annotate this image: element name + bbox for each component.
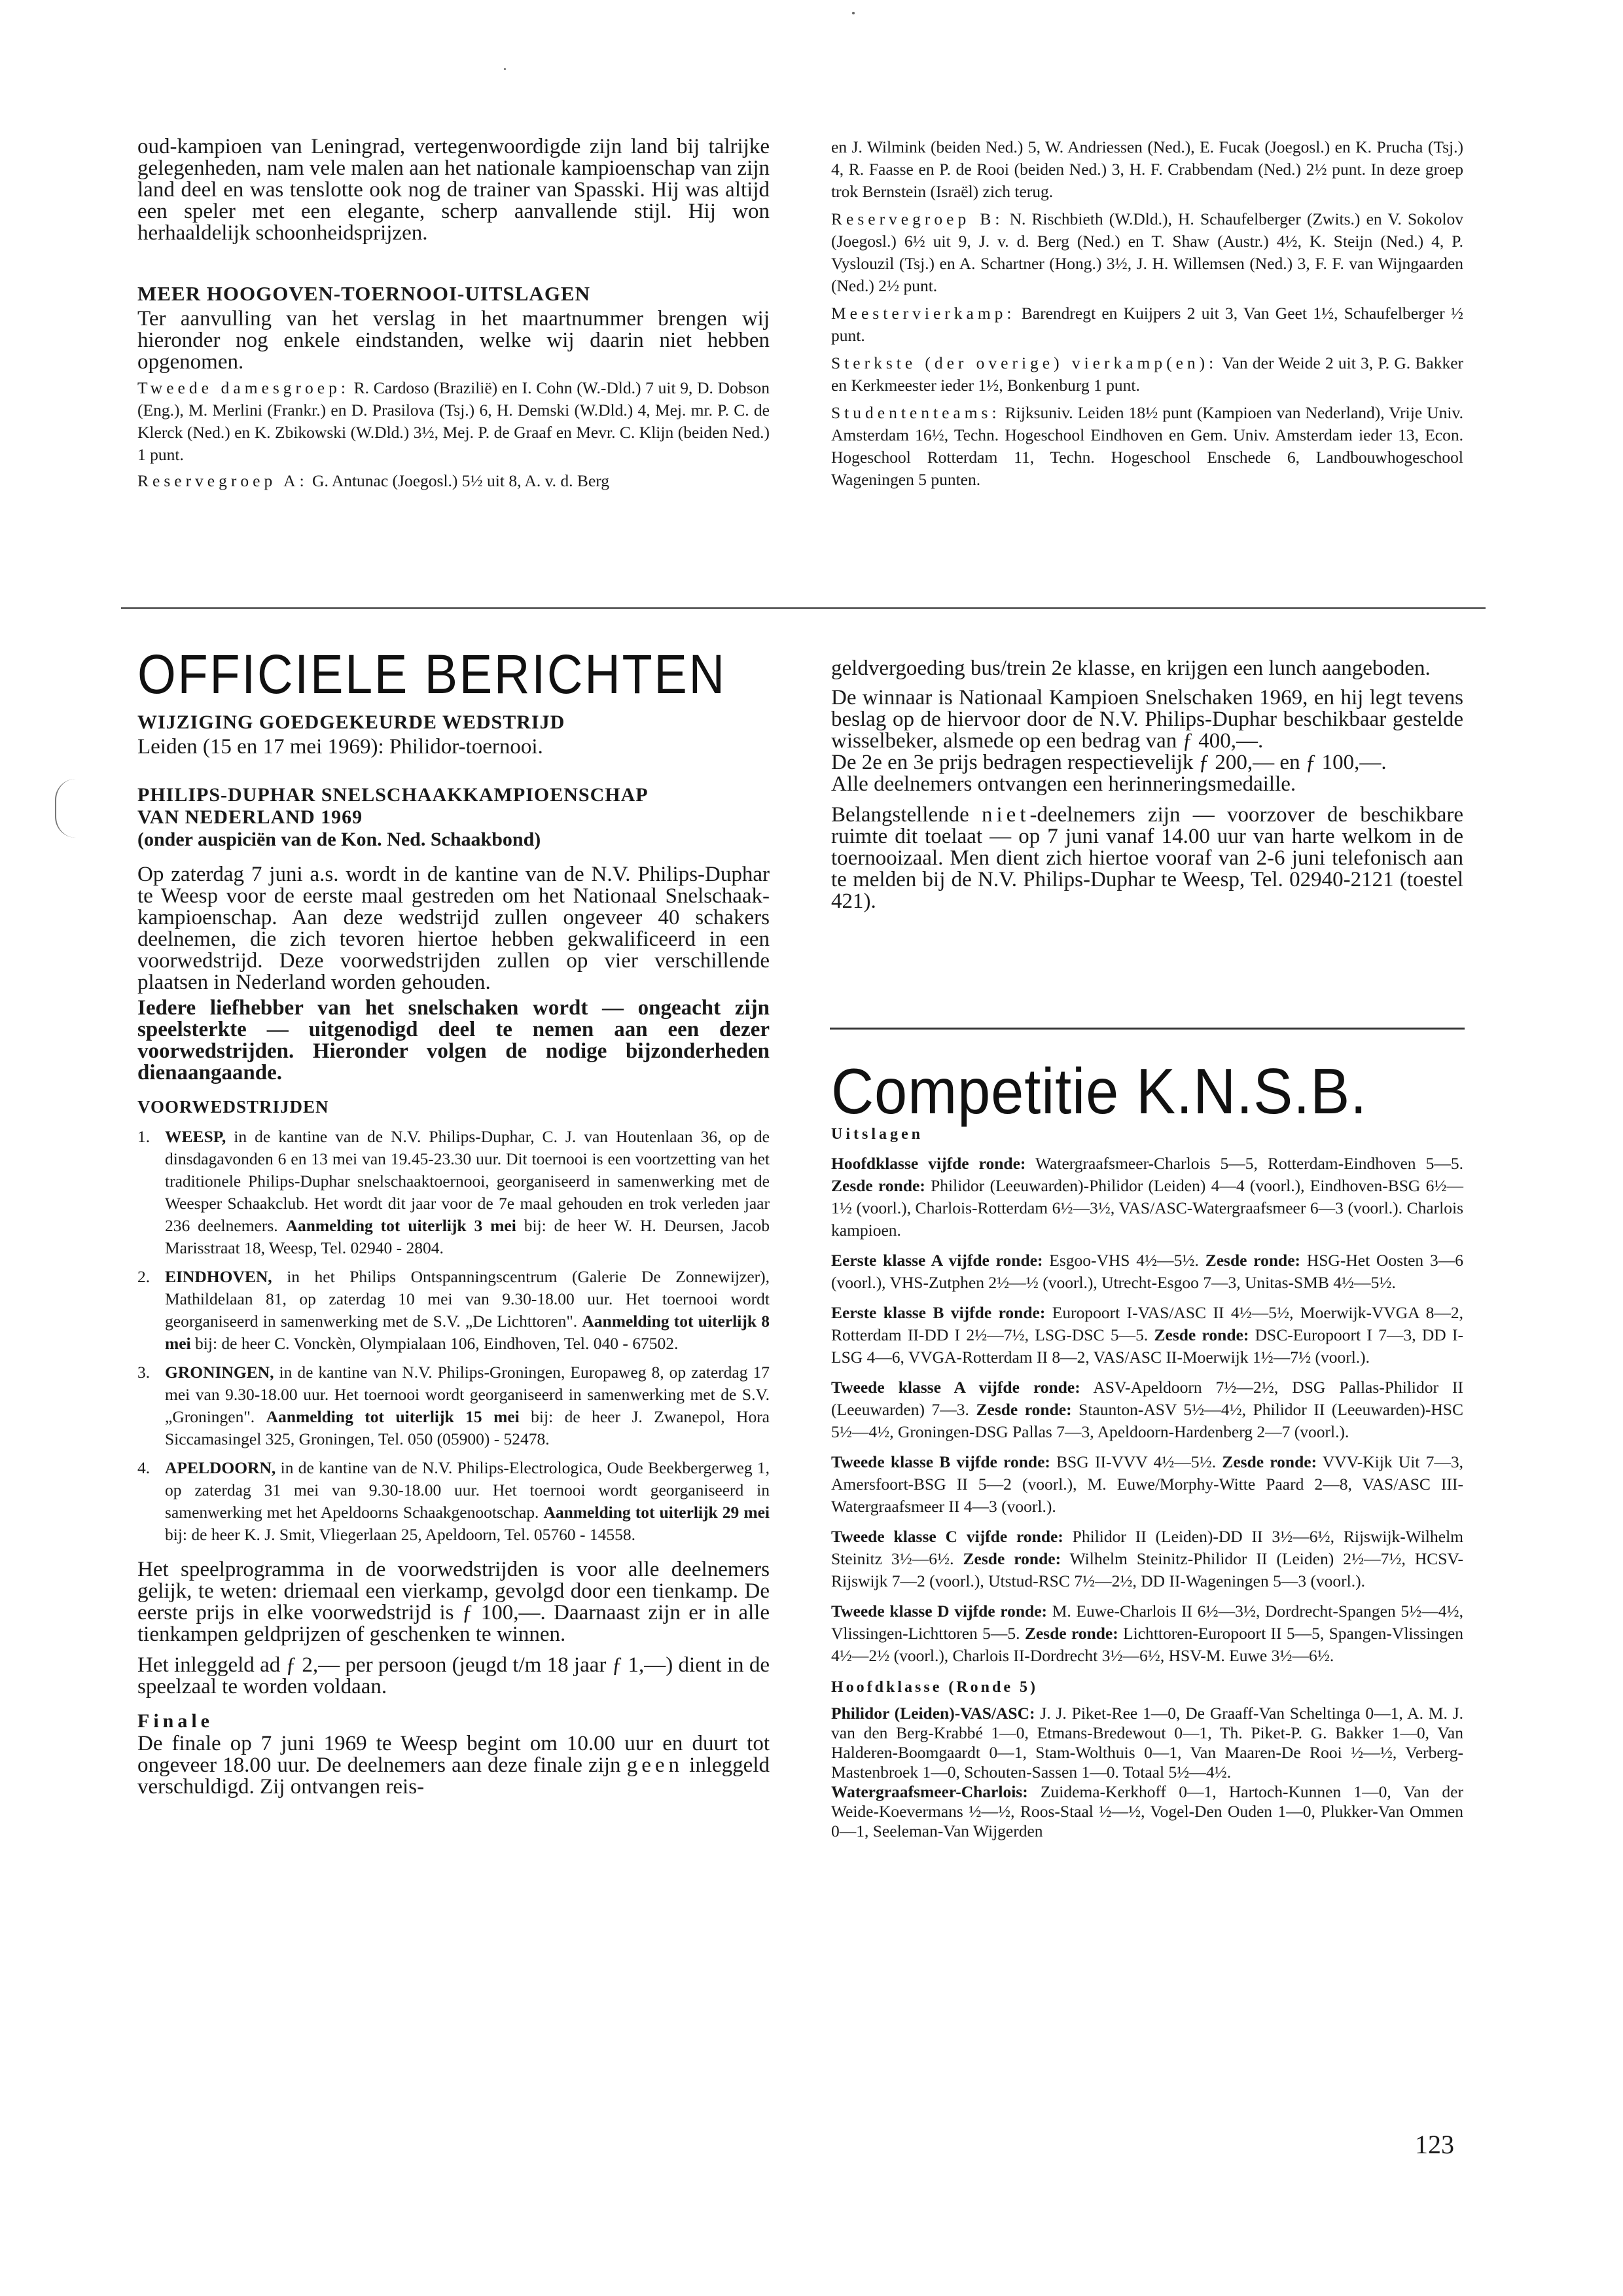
city-label: EINDHOVEN, [165, 1267, 272, 1286]
hoogoven-damesgroep: Tweede damesgroep: R. Cardoso (Brazilië) en I. Cohn (W.-Dld.) 7 uit 9, D. Dobson (Eng.), M. Merlini (Frankr.) en D. Prasilova (Tsj.) 6, H. Demski (W.Dld.) 4, Mej. mr. P. C. de Klerck (Ned.) en K. Zbikowski (W.Dld.) 3½, Mej. P. de Graaf en Mevr. C. Klijn (beiden Ned.) 1 punt. [137, 378, 770, 464]
top-left-column [137, 136, 770, 492]
philips-duphar-heading: PHILIPS-DUPHAR SNELSCHAAKKAMPIOENSCHAP VAN NEDERLAND 1969 [137, 784, 647, 828]
philips-duphar-subheading: (onder auspiciën van de Kon. Ned. Schaakbond) [137, 829, 541, 850]
match-philidor-vas: Philidor (Leiden)-VAS/ASC: J. J. Piket-Ree 1—0, De Graaff-Van Scheltinga 0—1, A. M. J. van den Berg-Krabbé 1—0, Etmans-Bredewout 0—1, Th. Piket-P. G. Bakker 1—0, Van Halderen-Boomgaardt 0—1, Stam-Wolthuis 0—1, Van Maaren-De Rooi ½—½, Verberg-Mastenbroek 1—0, Schouten-Sassen 1—0. Totaal 5½—4½. [831, 1704, 1463, 1782]
deadline: Aanmelding tot uiterlijk 15 mei [266, 1407, 520, 1426]
medaille-text: Alle deelnemers ontvangen een herinneringsmedaille. [831, 772, 1296, 796]
prijzen-text: De 2e en 3e prijs bedragen respectievelijk ƒ 200,— en ƒ 100,—. [831, 751, 1387, 774]
sterkste-vierkamp-label: Sterkste (der overige) vierkamp(en): [831, 353, 1218, 372]
inleggeld-text: Het inleggeld ad ƒ 2,— per persoon (jeugd t/m 18 jaar ƒ 1,—) dient in de speelzaal te worden voldaan. [137, 1653, 770, 1698]
studententeams-label: Studententeams: [831, 403, 1001, 422]
deadline: Aanmelding tot uiterlijk 3 mei [285, 1216, 516, 1235]
hoogoven-studententeams: Studententeams: Rijksuniv. Leiden 18½ punt (Kampioen van Nederland), Vrije Univ. Amsterdam 16½, Techn. Hogeschool Eindhoven en Gem. Univ. Amsterdam ieder 13, Econ. Hogeschool Rotterdam 11, Techn. Hogeschool Enschede 6, Landbouwhogeschool Wageningen 5 punten. [831, 403, 1463, 489]
list-item: 4. APELDOORN, in de kantine van de N.V. Philips-Electrologica, Oude Beekbergerweg 1, op zaterdag 31 mei van 9.30-18.00 uur. Het toernooi wordt georganiseerd in samenwerking met het Apeldoorns Schaakgenootschap. Aanmelding tot uiterlijk 29 mei bij: de heer K. J. Smit, Vliegerlaan 25, Apeldoorn, Tel. 05760 - 14558. [137, 1458, 770, 1544]
result-hoofdklasse: Hoofdklasse vijfde ronde: Watergraafsmeer-Charlois 5—5, Rotterdam-Eindhoven 5—5. Zesde ronde: Philidor (Leeuwarden)-Philidor (Leiden) 4—4 (voorl.), Eindhoven-BSG 6½—1½ (voorl.), Charlois-Rotterdam 6½—3½, VAS/ASC-Watergraafsmeer 6—3 (voorl.). Charlois kampioen. [831, 1154, 1463, 1240]
top-right-column [831, 136, 1463, 491]
city-label: GRONINGEN, [165, 1363, 274, 1382]
finale-heading: Finale [137, 1710, 213, 1732]
hoogoven-meestervierkamp: Meestervierkamp: Barendregt en Kuijpers 2 uit 3, Van Geet 1½, Schaufelberger ½ punt. [831, 304, 1463, 345]
hoogoven-lead: Ter aanvulling van het verslag in het maartnummer brengen wij hieronder nog enkele eindstanden, welke wij daarin niet hebben opgenomen. [137, 307, 770, 374]
result-tweede-klasse-d: Tweede klasse D vijfde ronde: M. Euwe-Charlois II 6½—3½, Dordrecht-Spangen 5½—4½, Vlissingen-Lichttoren 5—5. Zesde ronde: Lichttoren-Europoort II 5—5, Spangen-Vlissingen 4½—2½ (voorl.), Charlois II-Dordrecht 3½—6½, HSV-M. Euwe 3½—6½. [831, 1602, 1463, 1665]
hoofdklasse-ronde-heading: Hoofdklasse (Ronde 5) [831, 1679, 1039, 1696]
section-divider [121, 607, 1486, 609]
uitslagen-label: Uitslagen [831, 1126, 923, 1143]
wijziging-text: Leiden (15 en 17 mei 1969): Philidor-toernooi. [137, 735, 543, 759]
deadline: Aanmelding tot uiterlijk 29 mei [543, 1503, 770, 1522]
reservegroep-b-label: Reservegroep B: [831, 209, 1004, 228]
list-item: 2. EINDHOVEN, in het Philips Ontspanningscentrum (Galerie De Zonnewijzer), Mathildelaan 81, op zaterdag 10 mei van 9.30-18.00 uur. Het toernooi wordt georganiseerd in samenwerking met de S.V. „De Lichttoren". Aanmelding tot uiterlijk 8 mei bij: de heer C. Vonckèn, Olympialaan 106, Eindhoven, Tel. 040 - 67502. [137, 1267, 770, 1353]
city-label: APELDOORN, [165, 1458, 276, 1477]
speck-mark [852, 12, 855, 14]
hoogoven-reservegroep-b: Reservegroep B: N. Rischbieth (W.Dld.), H. Schaufelberger (Zwits.) en V. Sokolov (Joegosl.) 6½ uit 9, J. v. d. Berg (Ned.) en T. Shaw (Austr.) 4½, K. Steijn (Ned.) 4, P. Vyslouzil (Tsj.) en A. Schartner (Hong.) 3½, J. H. Willemsen (Ned.) 3, F. F. van Wijngaarden (Ned.) 2½ punt. [831, 209, 1463, 295]
reservegroep-a-continuation: en J. Wilmink (beiden Ned.) 5, W. Andriessen (Ned.), E. Fucak (Joegosl.) en K. Prucha (Tsj.) 4, R. Faasse en P. de Rooi (beiden Ned.) 3, H. F. Crabbendam (Ned.) 2½ punt. In deze groep trok Bernstein (Israël) zich terug. [831, 137, 1463, 201]
voorwedstrijden-list [137, 1126, 770, 1546]
philips-intro: Op zaterdag 7 juni a.s. wordt in de kantine van de N.V. Philips-Duphar te Weesp voor de eerste maal gestreden om het Nationaal Snelschaak-kampioenschap. Aan deze wedstrijd zullen ongeveer 40 schakers deelnemen, die zich tevoren hiertoe hebben gekwalificeerd in een voorwedstrijd. Deze voorwedstrijden zullen op vier verschillende plaatsen in Nederland worden gehouden. [137, 863, 770, 994]
belangstellenden-text: Belangstellende niet-deelnemers zijn — voorzover de beschikbare ruimte dit toelaat — op 7 juni vanaf 14.00 uur van harte welkom in de toernooizaal. Men dient zich hiertoe vooraf van 2-6 juni telefonisch aan te melden bij de N.V. Philips-Duphar te Weesp, Tel. 02940-2121 (toestel 421). [831, 803, 1463, 913]
officiele-berichten-column [137, 645, 770, 1798]
obituary-continuation: oud-kampioen van Leningrad, vertegenwoordigde zijn land bij talrijke gelegenheden, nam vele malen aan het nationale kampioenschap van zijn land deel en was tenslotte ook nog de trainer van Spasski. Hij was altijd een speler met een elegante, scherp aanvallende stijl. Hij won herhaaldelijk schoonheidsprijzen. [137, 135, 770, 245]
competitie-column [831, 1057, 1463, 1841]
margin-bracket-mark [55, 779, 76, 838]
speelprogramma-text: Het speelprogramma in de voorwedstrijden is voor alle deelnemers gelijk, te weten: driemaal een vierkamp, gevolgd door een tienkamp. De eerste prijs in elke voorwedstrijd is ƒ 100,—. Daarnaast zijn er in alle tienkampen geldprijzen of geschenken te winnen. [137, 1558, 770, 1646]
voorwedstrijden-heading: VOORWEDSTRIJDEN [137, 1097, 329, 1117]
list-item: 1. WEESP, in de kantine van de N.V. Philips-Duphar, C. J. van Houtenlaan 36, op de dinsdagavonden 6 en 13 mei van 19.45-23.30 uur. Dit toernooi is een voortzetting van het traditionele Philips-Duphar snelschaaktoernooi, georganiseerd in samenwerking met de Weesper Schaakclub. Het wordt dit jaar voor de 7e maal gehouden en trok verleden jaar 236 deelnemers. Aanmelding tot uiterlijk 3 mei bij: de heer W. H. Deursen, Jacob Marisstraat 18, Weesp, Tel. 02940 - 2804. [137, 1127, 770, 1257]
competitie-divider [830, 1028, 1465, 1030]
list-item: 3. GRONINGEN, in de kantine van N.V. Philips-Groningen, Europaweg 8, op zaterdag 17 mei van 9.30-18.00 uur. Het toernooi wordt georganiseerd in samenwerking met de S.V. „Groningen". Aanmelding tot uiterlijk 15 mei bij: de heer J. Zwanepol, Hora Siccamasingel 325, Groningen, Tel. 050 (05900) - 52478. [137, 1363, 770, 1448]
deadline: Aanmelding tot uiterlijk 8 mei [165, 1312, 770, 1353]
page-number: 123 [1415, 2130, 1454, 2159]
hoogoven-sterkste-vierkamp: Sterkste (der overige) vierkamp(en): Van der Weide 2 uit 3, P. G. Bakker en Kerkmeester ieder 1½, Bonkenburg 1 punt. [831, 353, 1464, 395]
match-watergraafsmeer-charlois: Watergraafsmeer-Charlois: Zuidema-Kerkhoff 0—1, Hartoch-Kunnen 1—0, Van der Weide-Koevermans ½—½, Roos-Staal ½—½, Vogel-Den Ouden 1—0, Plukker-Van Ommen 0—1, Seeleman-Van Wijgerden [831, 1782, 1463, 1840]
reisgeld-text: geldvergoeding bus/trein 2e klasse, en krijgen een lunch aangeboden. [831, 656, 1431, 680]
philips-invitation: Iedere liefhebber van het snelschaken wordt — ongeacht zijn speelsterkte — uitgenodigd deel te nemen aan een dezer voorwedstrijden. Hieronder volgen de nodige bijzonderheden dienaangaande. [137, 996, 770, 1085]
damesgroep-label: Tweede damesgroep: [137, 378, 349, 397]
city-label: WEESP, [165, 1127, 226, 1146]
hoogoven-reservegroep-a: Reservegroep A: G. Antunac (Joegosl.) 5½ uit 8, A. v. d. Berg [137, 471, 610, 490]
hoogoven-heading: MEER HOOGOVEN-TOERNOOI-UITSLAGEN [137, 282, 590, 305]
meestervierkamp-label: Meestervierkamp: [831, 304, 1016, 323]
result-tweede-klasse-c: Tweede klasse C vijfde ronde: Philidor II (Leiden)-DD II 3½—6½, Rijswijk-Wilhelm Steinitz 3½—6½. Zesde ronde: Wilhelm Steinitz-Philidor II (Leiden) 2½—7½, HCSV-Rijswijk 7—2 (voorl.), Utstud-RSC 7½—2½, DD II-Wageningen 5—3 (voorl.). [831, 1527, 1463, 1590]
result-tweede-klasse-b: Tweede klasse B vijfde ronde: BSG II-VVV 4½—5½. Zesde ronde: VVV-Kijk Uit 7—3, Amersfoort-BSG II 5—2 (voorl.), M. Euwe/Morphy-Witte Paard 2—8, VAS/ASC III-Watergraafsmeer II 4—3 (voorl.). [831, 1452, 1463, 1516]
result-tweede-klasse-a: Tweede klasse A vijfde ronde: ASV-Apeldoorn 7½—2½, DSG Pallas-Philidor II (Leeuwarden) 7—3. Zesde ronde: Staunton-ASV 5½—4½, Philidor II (Leeuwarden)-HSC 5½—4½, Groningen-DSG Pallas 7—3, Apeldoorn-Hardenberg 2—7 (voorl.). [831, 1378, 1463, 1441]
winnaar-text: De winnaar is Nationaal Kampioen Snelschaken 1969, en hij legt tevens beslag op de hiervoor door de N.V. Philips-Duphar beschikbaar gestelde wisselbeker, alsmede op een bedrag van ƒ 400,—. [831, 686, 1463, 753]
reservegroep-a-label: Reservegroep A: [137, 471, 308, 490]
officiele-berichten-title: OFFICIELE BERICHTEN [137, 643, 726, 705]
competitie-title: Competitie K.N.S.B. [831, 1055, 1368, 1127]
finale-text: De finale op 7 juni 1969 te Weesp begint om 10.00 uur en duurt tot ongeveer 18.00 uur. De deelnemers aan deze finale zijn geen inleggeld verschuldigd. Zij ontvangen reis- [137, 1732, 770, 1799]
wijziging-heading: WIJZIGING GOEDGEKEURDE WEDSTRIJD [137, 711, 565, 733]
philips-continuation-column [831, 658, 1463, 912]
result-eerste-klasse-a: Eerste klasse A vijfde ronde: Esgoo-VHS 4½—5½. Zesde ronde: HSG-Het Oosten 3—6 (voorl.), VHS-Zutphen 2½—½ (voorl.), Utrecht-Esgoo 7—3, Unitas-SMB 4½—5½. [831, 1251, 1463, 1292]
speck-mark [504, 68, 506, 70]
result-eerste-klasse-b: Eerste klasse B vijfde ronde: Europoort I-VAS/ASC II 4½—5½, Moerwijk-VVGA 8—2, Rotterdam II-DD I 2½—7½, LSG-DSC 5—5. Zesde ronde: DSC-Europoort I 7—3, DD I-LSG 4—6, VVGA-Rotterdam II 8—2, VAS/ASC II-Moerwijk 1½—7½ (voorl.). [831, 1303, 1464, 1367]
